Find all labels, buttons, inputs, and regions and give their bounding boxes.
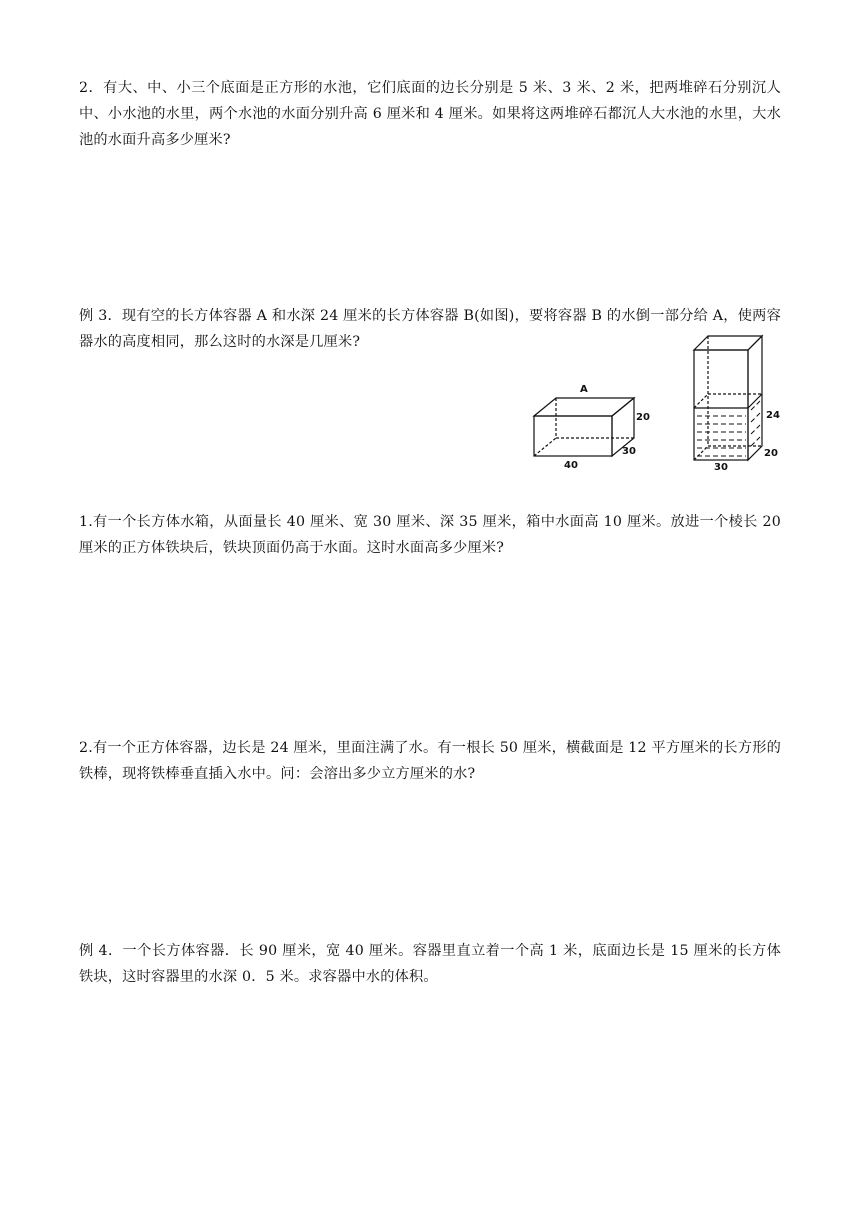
example-3-containers: 例 3．现有空的长方体容器 A 和水深 24 厘米的长方体容器 B(如图)，要将容器 B 的水倒一部分给 A，使两容器水的高度相同，那么这时的水深是几厘米? (79, 308, 781, 350)
container-b-front (694, 350, 748, 460)
problem-2-cube-container: 2.有一个正方体容器，边长是 24 厘米，里面注满了水。有一根长 50 厘米，横截面是 12 平方厘米的长方形的铁棒，现将铁棒垂直插入水中。问：会溶出多少立方厘米的水? (79, 740, 781, 782)
container-a-length-label: 40 (564, 460, 578, 471)
container-b-water-hatching (697, 401, 760, 456)
container-a-height-label: 20 (636, 412, 650, 423)
problem-2-pools: 2．有大、中、小三个底面是正方形的水池，它们底面的边长分别是 5 米、3 米、2 米，把两堆碎石分别沉人中、小水池的水里，两个水池的水面分别升高 6 厘米和 4 厘米。如果将这两堆碎石都沉人大水池的水里，大水池的水面升高多少厘米? (79, 80, 781, 148)
container-a-hidden-edge (534, 438, 556, 456)
container-b-side (748, 336, 762, 460)
container-b-top (694, 336, 762, 350)
container-b (694, 336, 762, 460)
container-a-front (534, 416, 612, 456)
container-a-top (534, 398, 634, 416)
container-b-length-label: 30 (714, 462, 728, 472)
container-b-depth-label: 20 (764, 448, 778, 459)
container-a-label: A (580, 384, 588, 395)
container-b-water-surface-back (694, 394, 708, 408)
container-a (534, 398, 634, 456)
containers-diagram (524, 330, 784, 472)
problem-1-water-tank: 1.有一个长方体水箱，从面量长 40 厘米、宽 30 厘米、深 35 厘米，箱中水面高 10 厘米。放进一个棱长 20 厘米的正方体铁块后，铁块顶面仍高于水面。这时水面高多少厘米? (79, 514, 781, 556)
container-a-depth-label: 30 (622, 446, 636, 457)
container-figure (524, 330, 784, 472)
container-b-water-label: 24 (766, 410, 780, 421)
example-4-container-volume: 例 4．一个长方体容器．长 90 厘米，宽 40 厘米。容器里直立着一个高 1 米，底面边长是 15 厘米的长方体铁块，这时容器里的水深 0．5 米。求容器中水的体积。 (79, 943, 781, 985)
